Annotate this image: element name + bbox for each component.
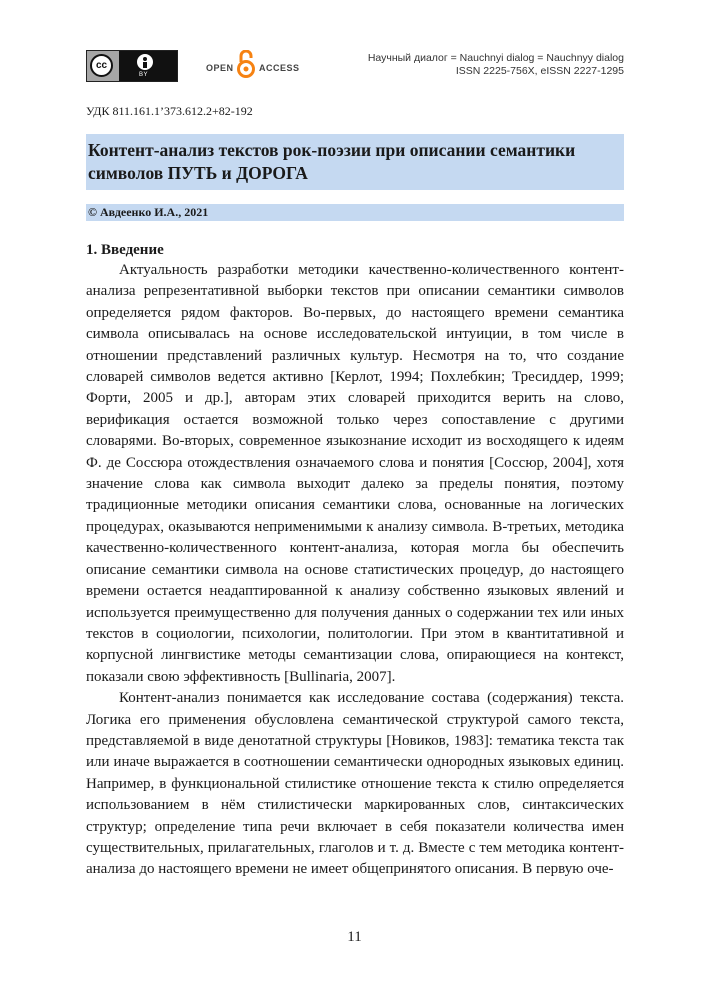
open-access-access-label: ACCESS (259, 63, 300, 73)
cc-icon: cc (90, 54, 113, 77)
article-title: Контент-анализ текстов рок-поэзии при описании семантики символов ПУТЬ и ДОРОГА (88, 140, 576, 183)
paragraph: Актуальность разработки методики качественно-количественного контент-анализа репрезентативной выборки текстов при описании семантики символов определяется рядом факторов. Во-первых, до настоящего времени семантика символа описывалась на основе исследовательской интуиции, в том числе в отношении представлений различных культур. Несмотря на то, что создание словарей символов ведется активно [Керлот, 1994; Похлебкин; Тресиддер, 1999; Форти, 2005 и др.], авторам этих словарей приходится верить на слово, верификация остается возможной только через сопоставление с другими словарями. Во-вторых, современное языкознание исходит из восходящего к идеям Ф. де Соссюра отождествления означаемого слова и понятия [Соссюр, 2004], хотя значение слова как символа выходит далеко за пределы понятия, поэтому традиционные методики описания семантики слова, основанные на логических процедурах, оказываются неприменимыми к анализу символа. В-третьих, методика качественно-количественного контент-анализа, которая могла бы обеспечить описание семантики символа на основе статистических процедур, до настоящего времени остается неадаптированной к анализу собственно языковых явлений и используется преимущественно для получения данных о содержании тех или иных текстов в социологии, психологии, политологии. При этом в квантитативной и корпусной лингвистике методы семантизации слова, опирающиеся на контекст, показали свою эффективность [Bullinaria, 2007]. (86, 262, 624, 685)
journal-issn: ISSN 2225-756X, eISSN 2227-1295 (455, 65, 624, 77)
open-access-open-label: OPEN (206, 63, 234, 73)
person-icon (137, 54, 153, 70)
journal-info (368, 52, 624, 78)
open-lock-icon (236, 50, 256, 78)
author-band (86, 204, 624, 221)
title-band (86, 134, 624, 190)
journal-name: Научный диалог = Nauchnyi dialog = Nauchnyy dialog (367, 52, 624, 64)
page-number: 11 (347, 929, 362, 945)
page-header (86, 50, 624, 86)
paragraph: Контент-анализ понимается как исследование состава (содержания) текста. Логика его применения обусловлена семантической структурой самого текста, представляемой в виде денотатной структуры [Новиков, 1983]: тематика текста так или иначе выражается в соотношении семантически однородных языковых единиц. Например, в функциональной стилистике отношение текста к стилю определяется использованием в нём стилистически маркированных слов, синтаксических структур; определение типа речи включает в себя показатели количества имен существительных, прилагательных, глаголов и т. д. Вместе с тем методика контент-анализа до настоящего времени не имеет общепринятого описания. В первую оче- (86, 690, 624, 878)
udk-code: УДК 811.161.1’373.612.2+82-192 (86, 104, 253, 118)
cc-by-license-icon[interactable] (86, 50, 178, 82)
open-access-logo[interactable] (206, 50, 316, 82)
author-line: © Авдеенко И.А., 2021 (88, 205, 209, 219)
by-label: BY (139, 72, 149, 78)
article-body (86, 260, 624, 881)
section-heading: 1. Введение (86, 242, 164, 258)
